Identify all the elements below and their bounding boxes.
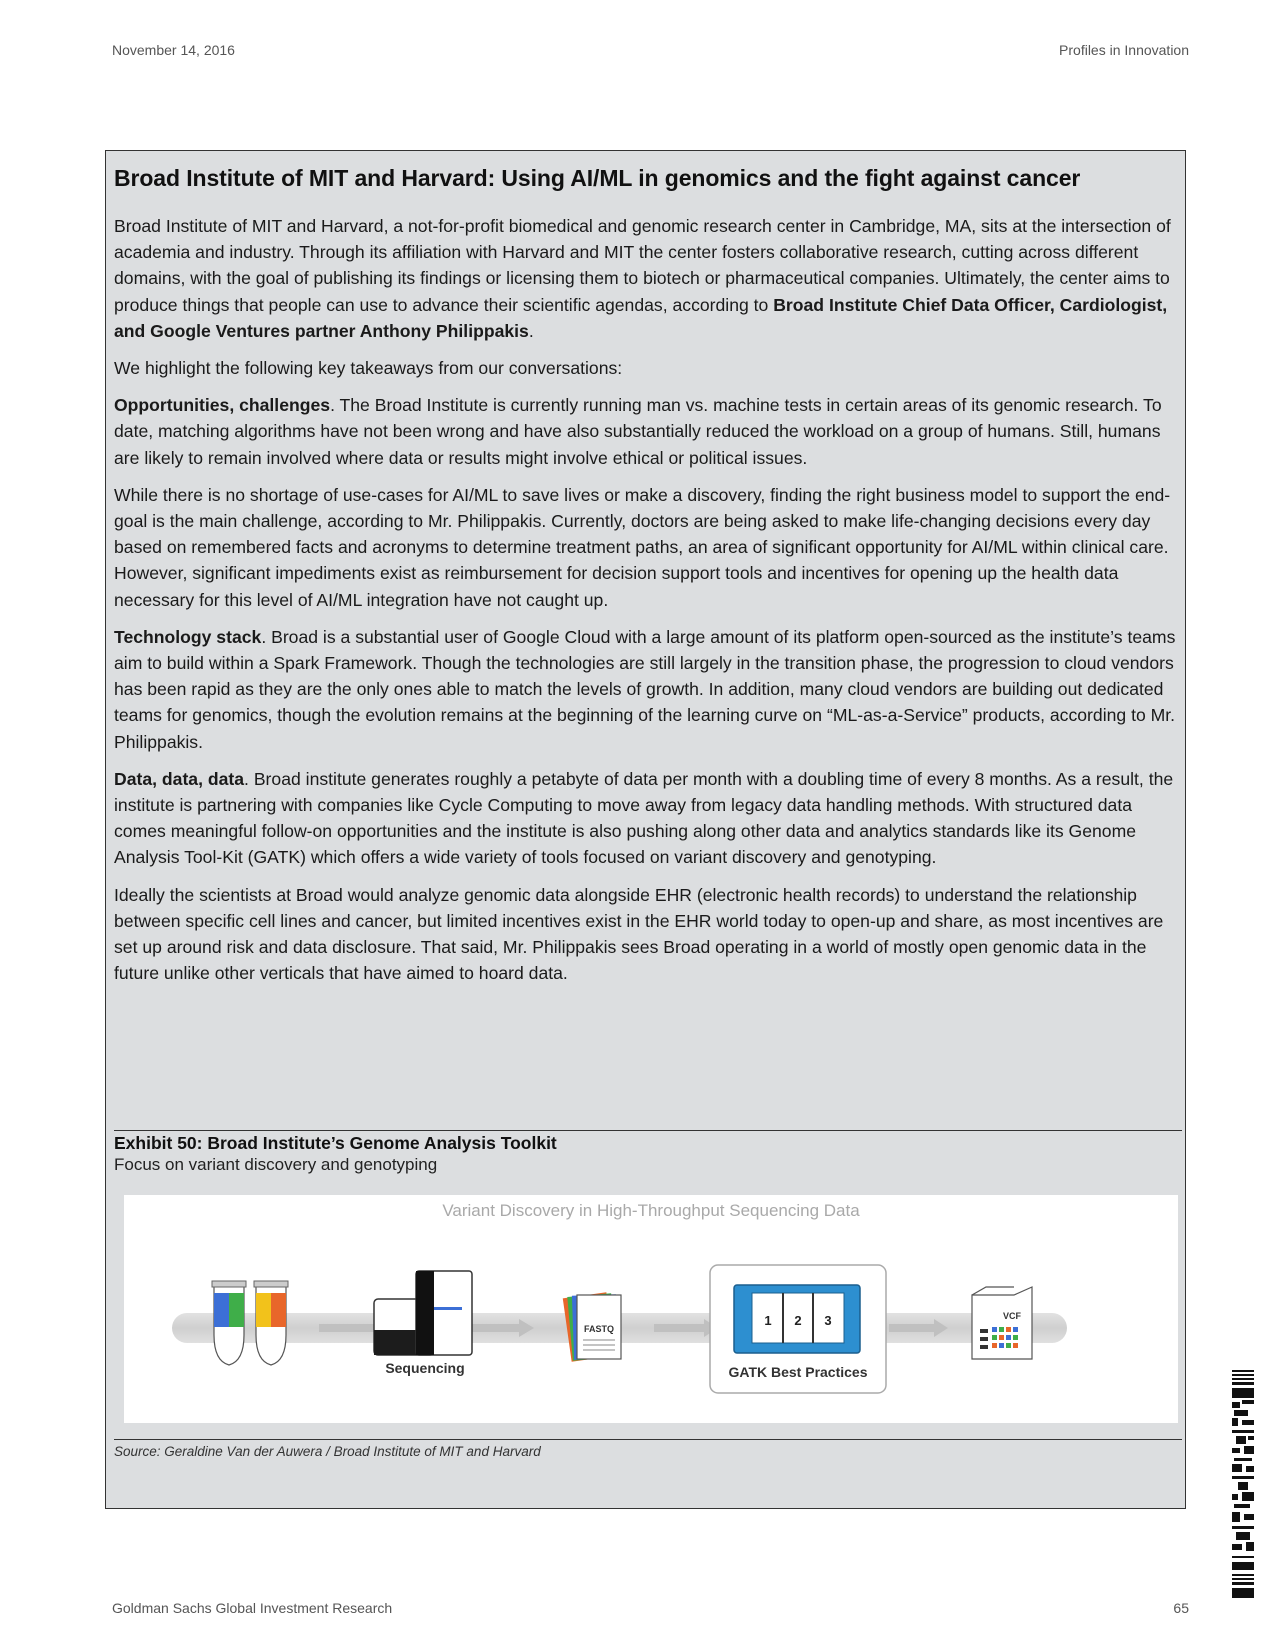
footer-publisher: Goldman Sachs Global Investment Research <box>112 1600 393 1616</box>
gatk-step-3: 3 <box>824 1313 832 1328</box>
gatk-pipeline-diagram <box>124 1195 1178 1423</box>
paragraph-data-text: . Broad institute generates roughly a petabyte of data per month with a doubling time of every 8 months. As a result, the institute is partnering with companies like Cycle Computing to move away from legacy data handling methods. With structured data comes meaningful follow-on opportunities and the institute is also pushing along other data and analytics standards like its Genome Analysis Tool-Kit (GATK) which offers a wide variety of tools focused on variant discovery and genotyping. <box>114 768 1174 868</box>
paragraph-technology-text: . Broad is a substantial user of Google Cloud with a large amount of its platform open-sourced as the institute’s teams aim to build within a Spark Framework. Though the technologies are still largely in the transition phase, the progression to cloud vendors has been rapid as they are the only ones able to match the levels of growth. In addition, many cloud vendors are building out dedicated teams for genomics, though the evolution remains at the beginning of the learning curve on “ML-as-a-Service” products, according to Mr. Philippakis. <box>114 626 1176 752</box>
fastq-label: FASTQ <box>583 1324 615 1334</box>
paragraph-ehr: Ideally the scientists at Broad would analyze genomic data alongside EHR (electronic health records) to understand the relationship between specific cell lines and cancer, but limited incentives exist in the EHR world today to open-up and share, as most incentives are set up around risk and data disclosure. That said, Mr. Philippakis sees Broad operating in a world of mostly open genomic data in the future unlike other verticals that have aimed to hoard data. <box>114 884 1164 984</box>
paragraph-data <box>114 766 1182 871</box>
paragraph-technology-heading: Technology stack <box>114 626 262 647</box>
paragraph-intro-text: Broad Institute of MIT and Harvard, a not-for-profit biomedical and genomic research center in Cambridge, MA, sits at the intersection of academia and industry. Through its affiliation with Harvard and MIT the center fosters collaborative research, cutting across different domains, with the goal of publishing its findings or licensing them to biotech or pharmaceutical companies. Ultimately, the center aims to produce things that people can use to advance their scientific agendas, according to <box>114 216 1171 315</box>
gatk-figure <box>124 1195 1178 1423</box>
gatk-step-1: 1 <box>764 1313 772 1328</box>
paragraph-intro <box>114 213 1182 344</box>
article-body <box>114 213 1182 997</box>
vcf-file-icon <box>972 1287 1032 1359</box>
paragraph-intro-bold: Broad Institute Chief Data Officer, Cardiologist, and Google Ventures partner Anthony Philippakis <box>114 294 1168 341</box>
sequencing-label: Sequencing <box>385 1360 465 1376</box>
exhibit-title: Exhibit 50: Broad Institute’s Genome Analysis Toolkit <box>114 1133 557 1153</box>
exhibit-subtitle: Focus on variant discovery and genotyping <box>114 1155 438 1174</box>
exhibit-source: Source: Geraldine Van der Auwera / Broad Institute of MIT and Harvard <box>114 1444 541 1459</box>
exhibit-top-rule <box>114 1130 1182 1131</box>
paragraph-opportunities <box>114 392 1182 471</box>
barcode-icon <box>1232 1370 1258 1600</box>
sequencer-icon <box>374 1271 472 1355</box>
paragraph-takeaways: We highlight the following key takeaways from our conversations: <box>114 358 623 379</box>
article-box <box>105 150 1186 1509</box>
article-title: Broad Institute of MIT and Harvard: Using AI/ML in genomics and the fight against cancer <box>114 165 1081 191</box>
footer-page-number: 65 <box>1173 1600 1189 1616</box>
paragraph-intro-end: . <box>528 320 534 341</box>
header-date: November 14, 2016 <box>112 42 235 58</box>
exhibit-bottom-rule <box>114 1439 1182 1440</box>
paragraph-business-model: While there is no shortage of use-cases for AI/ML to save lives or make a discovery, finding the right business model to support the end-goal is the main challenge, according to Mr. Philippakis. Currently, doctors are being asked to make life-changing decisions every day based on remembered facts and acronyms to determine treatment paths, an area of significant opportunity for AI/ML within clinical care. However, significant impediments exist as reimbursement for decision support tools and incentives for opening up the health data necessary for this level of AI/ML integration have not caught up. <box>114 484 1171 610</box>
paragraph-opportunities-heading: Opportunities, challenges <box>114 395 331 416</box>
vcf-label: VCF <box>1003 1311 1021 1321</box>
gatk-step-2: 2 <box>794 1313 802 1328</box>
paragraph-opportunities-text: . The Broad Institute is currently running man vs. machine tests in certain areas of its genomic research. To date, matching algorithms have not been wrong and have also substantially reduced the workload on a group of humans. Still, humans are likely to remain involved where data or results might involve ethical or political issues. <box>114 395 1162 468</box>
paragraph-data-heading: Data, data, data <box>114 768 245 789</box>
paragraph-technology <box>114 624 1182 755</box>
gatk-label: GATK Best Practices <box>728 1364 868 1380</box>
header-publication: Profiles in Innovation <box>1059 42 1189 58</box>
figure-title: Variant Discovery in High-Throughput Sequencing Data <box>442 1201 860 1220</box>
